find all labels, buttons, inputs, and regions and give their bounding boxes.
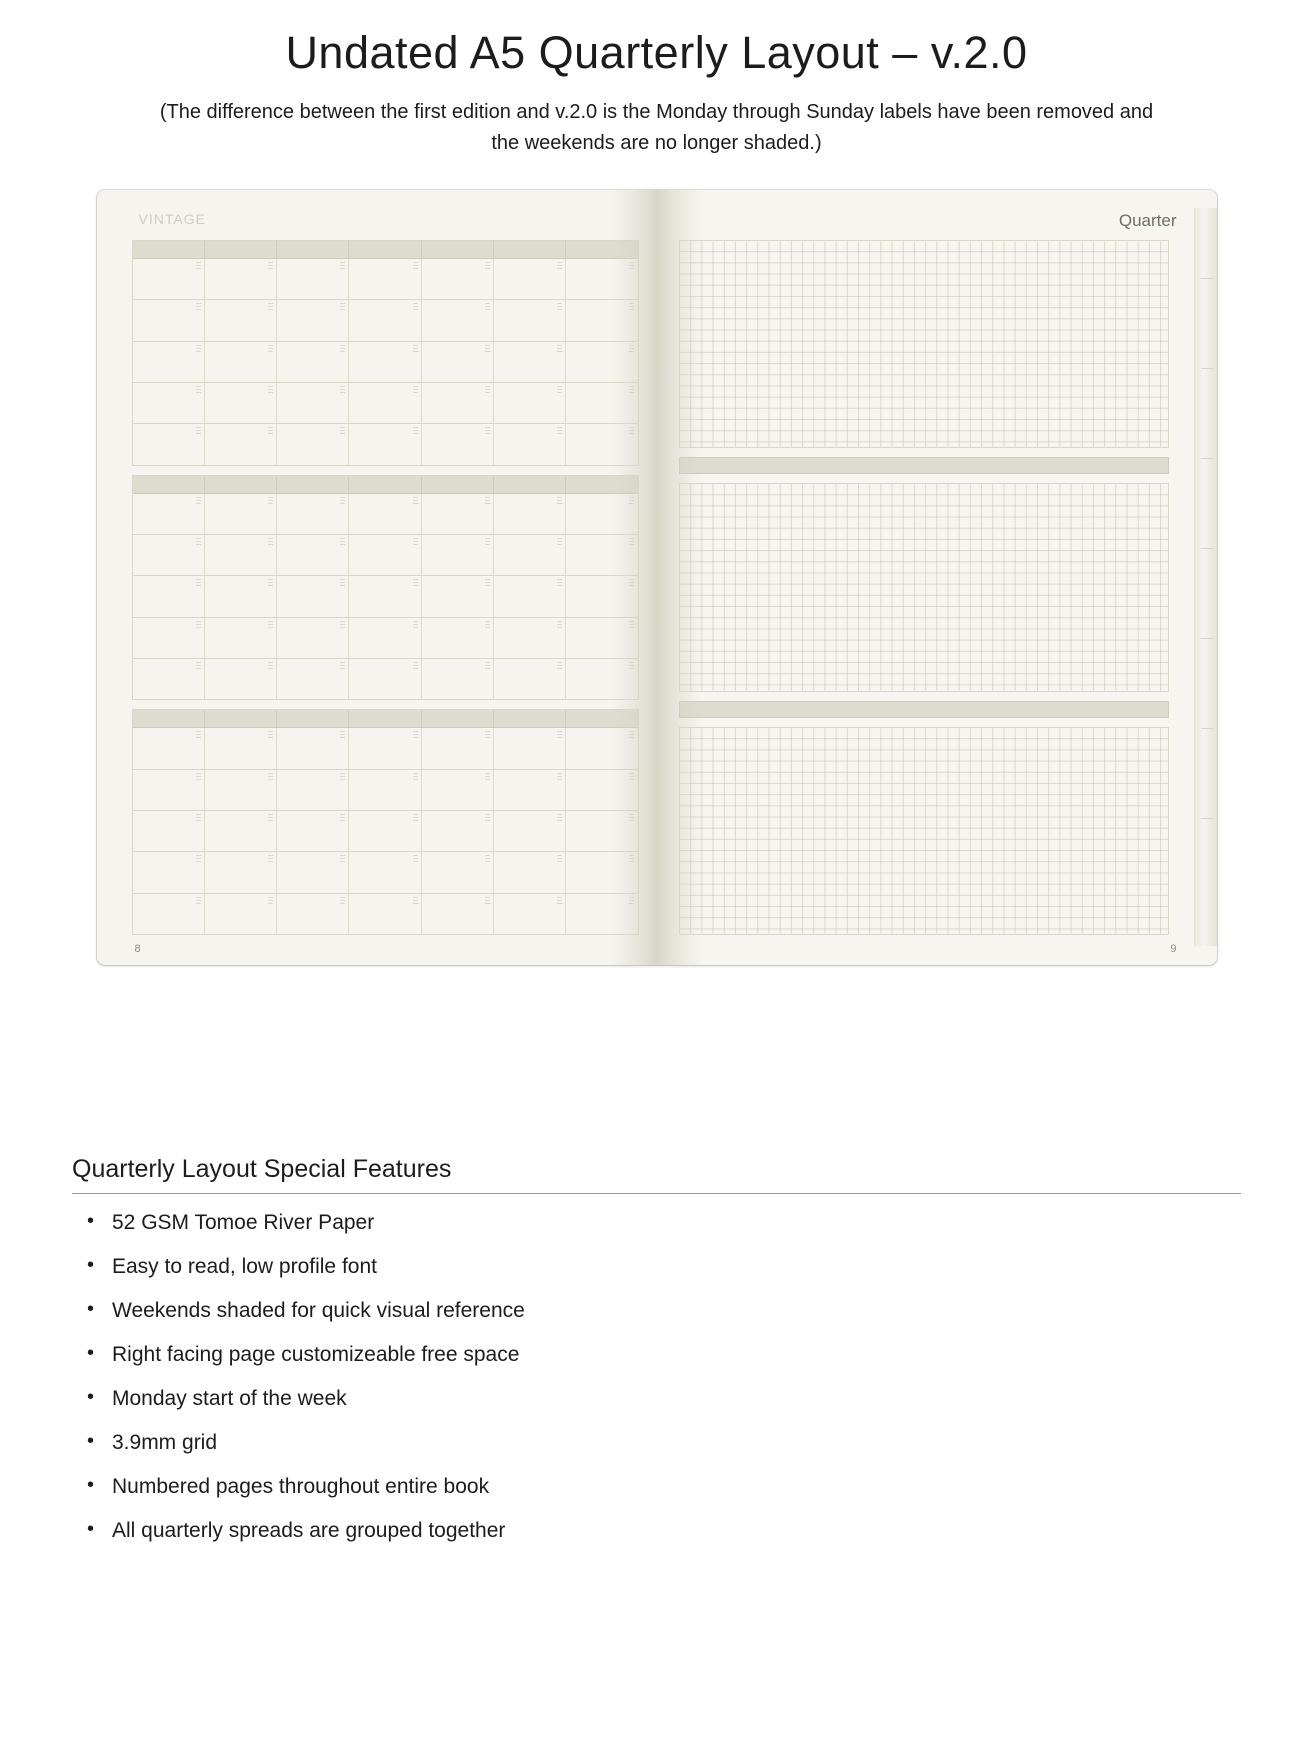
- day-cell: [566, 259, 637, 299]
- day-cell: [422, 852, 494, 892]
- day-cell: [205, 576, 277, 616]
- day-cell: [422, 576, 494, 616]
- day-cell: [422, 383, 494, 423]
- day-cell: [133, 659, 205, 699]
- day-cell: [205, 618, 277, 658]
- day-cell: [494, 770, 566, 810]
- day-cell: [277, 383, 349, 423]
- header-cell: [566, 241, 637, 258]
- week-row: [133, 811, 639, 852]
- list-item: • All quarterly spreads are grouped together: [72, 1518, 1241, 1543]
- day-cell: [422, 659, 494, 699]
- day-cell: [494, 383, 566, 423]
- day-cell: [422, 494, 494, 534]
- day-cell: [494, 852, 566, 892]
- day-cell: [277, 659, 349, 699]
- day-cell: [422, 259, 494, 299]
- day-cell: [277, 852, 349, 892]
- day-cell: [494, 424, 566, 464]
- day-cell: [422, 770, 494, 810]
- day-cell: [205, 659, 277, 699]
- day-cell: [205, 494, 277, 534]
- header-cell: [422, 241, 494, 258]
- day-cell: [277, 300, 349, 340]
- day-cell: [349, 259, 421, 299]
- day-cell: [566, 770, 637, 810]
- day-cell: [349, 728, 421, 768]
- day-cell: [494, 618, 566, 658]
- week-row: [133, 424, 639, 465]
- day-cell: [133, 300, 205, 340]
- features-section: [72, 1155, 1241, 1562]
- day-cell: [277, 811, 349, 851]
- day-cell: [566, 852, 637, 892]
- day-cell: [349, 424, 421, 464]
- day-cell: [277, 259, 349, 299]
- day-cell: [133, 811, 205, 851]
- day-cell: [133, 424, 205, 464]
- day-cell: [422, 424, 494, 464]
- day-cell: [133, 576, 205, 616]
- header-cell: [349, 710, 421, 727]
- notebook: [97, 190, 1217, 965]
- day-cell: [422, 535, 494, 575]
- header-cell: [205, 710, 277, 727]
- day-cell: [277, 576, 349, 616]
- grid-box: [679, 483, 1169, 691]
- week-row: [133, 770, 639, 811]
- week-row: [133, 494, 639, 535]
- list-item: • 52 GSM Tomoe River Paper: [72, 1210, 1241, 1235]
- day-cell: [422, 342, 494, 382]
- day-cell: [349, 770, 421, 810]
- header-cell: [494, 476, 566, 493]
- list-item: • Numbered pages throughout entire book: [72, 1474, 1241, 1499]
- month-header-band: [133, 476, 639, 494]
- day-cell: [133, 728, 205, 768]
- week-row: [133, 728, 639, 769]
- day-cell: [422, 811, 494, 851]
- page-title: Undated A5 Quarterly Layout – v.2.0: [285, 27, 1028, 78]
- month-header-band: [133, 710, 639, 728]
- list-item: • Monday start of the week: [72, 1386, 1241, 1411]
- day-cell: [277, 535, 349, 575]
- day-cell: [494, 342, 566, 382]
- right-page: [657, 190, 1217, 965]
- day-cell: [494, 576, 566, 616]
- week-row: [133, 659, 639, 700]
- day-cell: [494, 300, 566, 340]
- header-cell: [349, 476, 421, 493]
- day-cell: [133, 494, 205, 534]
- day-cell: [133, 770, 205, 810]
- header-cell: [422, 710, 494, 727]
- day-cell: [349, 300, 421, 340]
- day-cell: [205, 383, 277, 423]
- header-cell: [133, 241, 205, 258]
- section-divider-band: [679, 457, 1169, 474]
- left-page-number: 8: [134, 943, 141, 955]
- day-cell: [422, 300, 494, 340]
- header-cell: [494, 241, 566, 258]
- day-cell: [205, 535, 277, 575]
- list-item: • 3.9mm grid: [72, 1430, 1241, 1455]
- week-row: [133, 535, 639, 576]
- week-row: [133, 618, 639, 659]
- day-cell: [133, 894, 205, 934]
- week-row: [133, 342, 639, 383]
- day-cell: [205, 342, 277, 382]
- day-cell: [133, 259, 205, 299]
- day-cell: [494, 894, 566, 934]
- grid-box: [679, 240, 1169, 448]
- header-cell: [277, 241, 349, 258]
- header-cell: [422, 476, 494, 493]
- day-cell: [133, 383, 205, 423]
- month-grid: [133, 728, 639, 935]
- day-cell: [566, 342, 637, 382]
- week-row: [133, 894, 639, 935]
- features-title: Quarterly Layout Special Features: [72, 1155, 1241, 1194]
- day-cell: [566, 535, 637, 575]
- day-cell: [566, 894, 637, 934]
- day-cell: [566, 728, 637, 768]
- left-page: [97, 190, 657, 965]
- day-cell: [566, 576, 637, 616]
- brand-mark: VINTAGE: [138, 211, 206, 227]
- day-cell: [494, 811, 566, 851]
- day-cell: [422, 618, 494, 658]
- week-row: [133, 300, 639, 341]
- day-cell: [205, 259, 277, 299]
- day-cell: [349, 494, 421, 534]
- day-cell: [349, 659, 421, 699]
- section-divider-band: [679, 701, 1169, 718]
- day-cell: [277, 494, 349, 534]
- notebook-spread-image: [97, 190, 1217, 965]
- header-cell: [205, 241, 277, 258]
- day-cell: [349, 811, 421, 851]
- day-cell: [422, 894, 494, 934]
- day-cell: [133, 852, 205, 892]
- day-cell: [566, 659, 637, 699]
- list-item: • Right facing page customizeable free space: [72, 1342, 1241, 1367]
- day-cell: [422, 728, 494, 768]
- month-block: [132, 240, 639, 466]
- day-cell: [277, 770, 349, 810]
- day-cell: [133, 535, 205, 575]
- header-cell: [349, 241, 421, 258]
- day-cell: [494, 494, 566, 534]
- list-item: • Weekends shaded for quick visual reference: [72, 1298, 1241, 1323]
- month-grid: [133, 494, 639, 701]
- day-cell: [566, 811, 637, 851]
- day-cell: [349, 852, 421, 892]
- day-cell: [494, 535, 566, 575]
- day-cell: [133, 342, 205, 382]
- day-cell: [277, 424, 349, 464]
- day-cell: [349, 342, 421, 382]
- header-cell: [277, 710, 349, 727]
- header-cell: [133, 476, 205, 493]
- month-block: [132, 475, 639, 701]
- day-cell: [349, 894, 421, 934]
- day-cell: [205, 770, 277, 810]
- page-subtitle: (The difference between the first edition and v.2.0 is the Monday through Sunday labels have been removed and the weekends are no longer shaded.): [159, 101, 1154, 154]
- day-cell: [205, 894, 277, 934]
- week-row: [133, 259, 639, 300]
- day-cell: [566, 494, 637, 534]
- month-grid: [133, 259, 639, 466]
- header-cell: [277, 476, 349, 493]
- header-cell: [205, 476, 277, 493]
- day-cell: [277, 342, 349, 382]
- month-block: [132, 709, 639, 935]
- list-item: • Easy to read, low profile font: [72, 1254, 1241, 1279]
- week-row: [133, 576, 639, 617]
- day-cell: [349, 535, 421, 575]
- day-cell: [205, 852, 277, 892]
- grid-boxes-container: [679, 240, 1169, 935]
- day-cell: [205, 300, 277, 340]
- day-cell: [349, 383, 421, 423]
- day-cell: [277, 894, 349, 934]
- day-cell: [205, 811, 277, 851]
- day-cell: [277, 618, 349, 658]
- quarter-label: Quarter: [1118, 211, 1177, 230]
- header-cell: [494, 710, 566, 727]
- day-cell: [277, 728, 349, 768]
- header-cell: [133, 710, 205, 727]
- month-blocks-container: [132, 240, 639, 935]
- week-row: [133, 383, 639, 424]
- header-cell: [566, 710, 637, 727]
- header-cell: [566, 476, 637, 493]
- day-cell: [205, 424, 277, 464]
- day-cell: [205, 728, 277, 768]
- day-cell: [494, 259, 566, 299]
- page-edge-stack: [1194, 208, 1217, 946]
- day-cell: [566, 424, 637, 464]
- day-cell: [494, 728, 566, 768]
- day-cell: [349, 618, 421, 658]
- day-cell: [566, 300, 637, 340]
- week-row: [133, 852, 639, 893]
- features-list: [72, 1210, 1241, 1543]
- day-cell: [566, 618, 637, 658]
- grid-box: [679, 727, 1169, 935]
- day-cell: [133, 618, 205, 658]
- day-cell: [566, 383, 637, 423]
- right-page-number: 9: [1170, 943, 1177, 955]
- month-header-band: [133, 241, 639, 259]
- day-cell: [494, 659, 566, 699]
- day-cell: [349, 576, 421, 616]
